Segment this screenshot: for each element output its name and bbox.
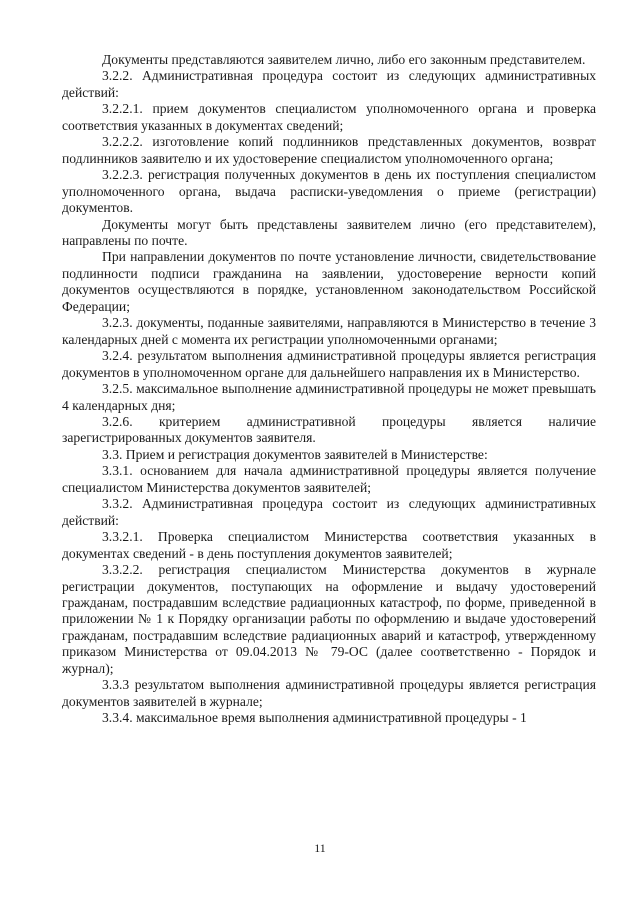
paragraph-1: Документы представляются заявителем лично, либо его законным представителем.	[102, 52, 586, 67]
paragraph-9: 3.2.4. результатом выполнения административной процедуры является регистрация документов в уполномоченном органе для дальнейшего направления их в Министерство.	[62, 348, 596, 380]
page-number: 11	[314, 841, 326, 855]
paragraph-12: 3.3. Прием и регистрация документов заявителей в Министерстве:	[102, 446, 488, 462]
paragraph-17: 3.3.3 результатом выполнения административной процедуры является регистрация документов заявителей в журнале;	[62, 677, 596, 709]
paragraph-7: При направлении документов по почте установление личности, свидетельствование подлинности подписи гражданина на заявлении, удостоверение верности копий документов осуществляются в порядке, установленном законодательством Российской Федерации;	[62, 249, 596, 314]
paragraph-14: 3.3.2. Административная процедура состоит из следующих административных действий:	[62, 496, 596, 528]
paragraph-8: 3.2.3. документы, поданные заявителями, направляются в Министерство в течение 3 календарных дней с момента их регистрации уполномоченными органами;	[62, 315, 596, 347]
paragraph-2: 3.2.2. Административная процедура состоит из следующих административных действий:	[62, 68, 596, 100]
paragraph-10: 3.2.5. максимальное выполнение административной процедуры не может превышать 4 календарных дня;	[62, 381, 596, 413]
paragraph-6: Документы могут быть представлены заявителем лично (его представителем), направлены по почте.	[62, 216, 596, 248]
paragraph-5: 3.2.2.3. регистрация полученных документов в день их поступления специалистом уполномоченного органа, выдача расписки-уведомления о приеме (регистрации) документов.	[62, 167, 596, 216]
paragraph-18: 3.3.4. максимальное время выполнения административной процедуры - 1	[102, 710, 527, 726]
paragraph-13: 3.3.1. основанием для начала административной процедуры является получение специалистом Министерства документов заявителей;	[62, 463, 596, 495]
paragraph-16: 3.3.2.2. регистрация специалистом Министерства документов в журнале регистрации документов, поступающих на оформление и выдачу удостоверений гражданам, пострадавшим вследствие радиационных катастроф, по форме, приведенной в приложении № 1 к Порядку организации работы по оформлению и выдаче удостоверений гражданам, пострадавшим вследствие радиационных аварий и катастроф, утвержденному приказом Министерства от 09.04.2013 № 79-ОС (далее соответственно - Порядок и журнал);	[62, 562, 596, 676]
body-text	[62, 52, 596, 727]
paragraph-15: 3.3.2.1. Проверка специалистом Министерства соответствия указанных в документах сведений - в день поступления документов заявителей;	[62, 529, 596, 561]
paragraph-11: 3.2.6. критерием административной процедуры является наличие зарегистрированных документов заявителя.	[62, 413, 596, 446]
paragraph-4: 3.2.2.2. изготовление копий подлинников представленных документов, возврат подлинников заявителю и их удостоверение специалистом уполномоченного органа;	[62, 134, 596, 166]
paragraph-3: 3.2.2.1. прием документов специалистом уполномоченного органа и проверка соответствия указанных в документах сведений;	[62, 101, 596, 133]
